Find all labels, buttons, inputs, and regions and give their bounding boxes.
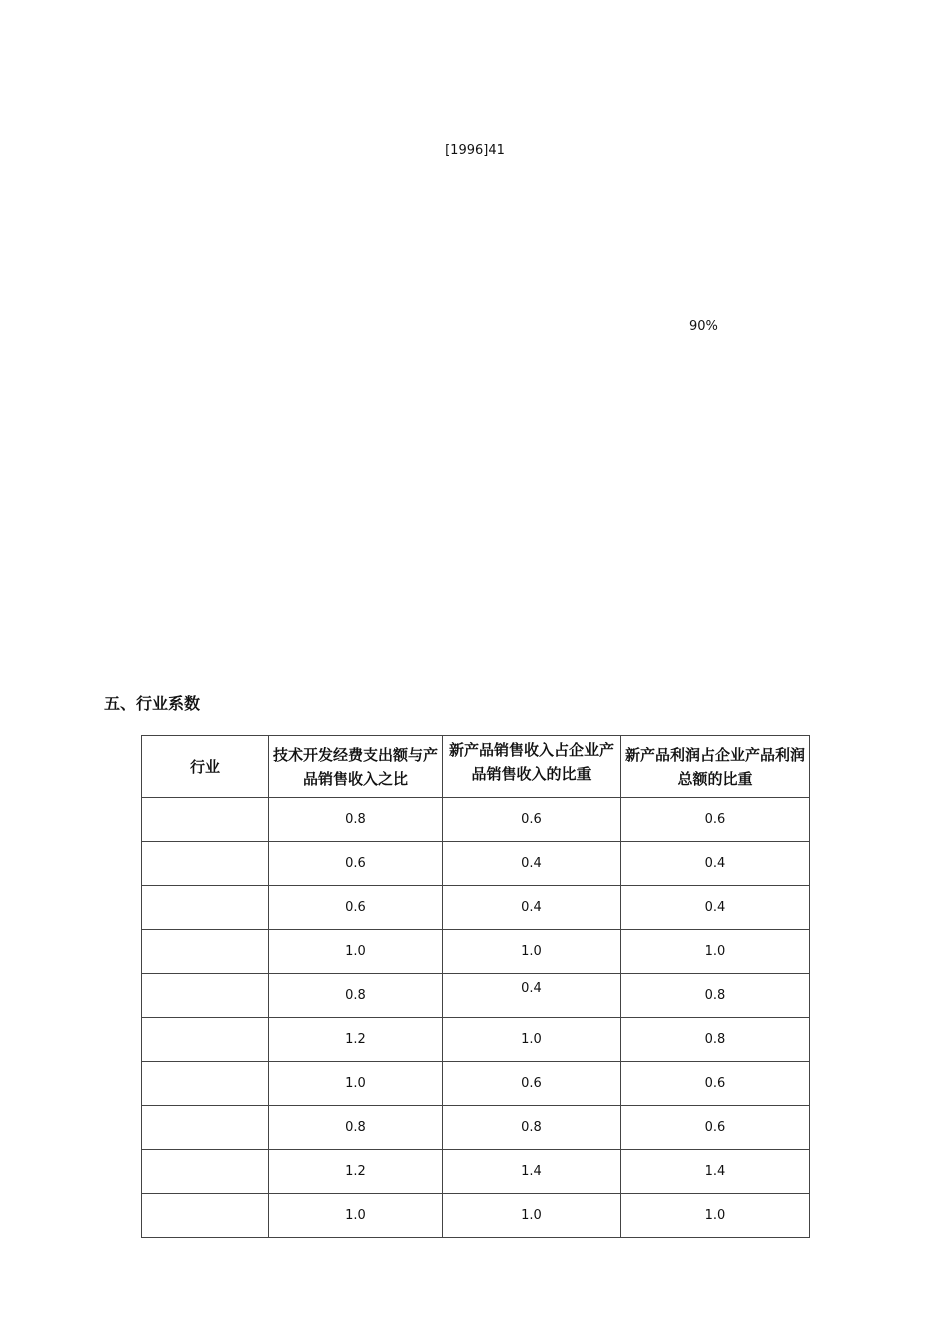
industry-cell: [142, 974, 269, 1018]
industry-cell: [142, 1194, 269, 1238]
table-row: [142, 1150, 810, 1194]
industry-cell: [142, 1150, 269, 1194]
rd-ratio-cell: 1.0: [269, 1194, 443, 1238]
profit-share-cell: 0.6: [621, 798, 810, 842]
header-rd-expense-ratio: 技术开发经费支出额与产品销售收入之比: [269, 736, 443, 798]
industry-cell: [142, 842, 269, 886]
profit-share-cell: 0.8: [621, 974, 810, 1018]
rd-ratio-cell: 0.8: [269, 1106, 443, 1150]
sales-share-cell: 1.0: [443, 1018, 621, 1062]
rd-ratio-cell: 0.8: [269, 798, 443, 842]
section-title: 五、行业系数: [104, 694, 201, 713]
sales-share-cell: 1.0: [443, 1194, 621, 1238]
sales-share-cell: [443, 974, 621, 1018]
rd-ratio-cell: 1.2: [269, 1150, 443, 1194]
table-header-row: [142, 736, 810, 798]
industry-cell: [142, 798, 269, 842]
table-row: [142, 1194, 810, 1238]
profit-share-cell: 1.4: [621, 1150, 810, 1194]
industry-cell: [142, 1018, 269, 1062]
industry-cell: [142, 930, 269, 974]
table-row: [142, 974, 810, 1018]
header-industry: 行业: [142, 736, 269, 798]
industry-cell: [142, 1106, 269, 1150]
table-row: [142, 842, 810, 886]
rd-ratio-cell: 1.0: [269, 1062, 443, 1106]
sales-share-value: 0.4: [521, 981, 542, 996]
rd-ratio-cell: 1.2: [269, 1018, 443, 1062]
industry-coefficient-table: [141, 735, 810, 1238]
document-reference: [1996]41: [445, 143, 505, 158]
profit-share-cell: 0.6: [621, 1062, 810, 1106]
table-row: [142, 1018, 810, 1062]
profit-share-cell: 0.4: [621, 886, 810, 930]
rd-ratio-cell: 1.0: [269, 930, 443, 974]
sales-share-cell: 1.0: [443, 930, 621, 974]
profit-share-cell: 0.6: [621, 1106, 810, 1150]
profit-share-cell: 0.8: [621, 1018, 810, 1062]
sales-share-cell: 0.6: [443, 1062, 621, 1106]
sales-share-cell: 0.4: [443, 842, 621, 886]
percentage-value: 90%: [689, 319, 718, 334]
rd-ratio-cell: 0.6: [269, 886, 443, 930]
sales-share-cell: 1.4: [443, 1150, 621, 1194]
table-row: [142, 930, 810, 974]
profit-share-cell: 1.0: [621, 930, 810, 974]
rd-ratio-cell: 0.8: [269, 974, 443, 1018]
header-new-product-profit-share: 新产品利润占企业产品利润总额的比重: [621, 736, 810, 798]
header-new-product-sales-share: 新产品销售收入占企业产品销售收入的比重: [443, 736, 621, 798]
table-row: [142, 798, 810, 842]
table-row: [142, 886, 810, 930]
rd-ratio-cell: 0.6: [269, 842, 443, 886]
profit-share-cell: 1.0: [621, 1194, 810, 1238]
table-row: [142, 1062, 810, 1106]
sales-share-cell: 0.8: [443, 1106, 621, 1150]
industry-cell: [142, 1062, 269, 1106]
profit-share-cell: 0.4: [621, 842, 810, 886]
table-row: [142, 1106, 810, 1150]
sales-share-cell: 0.6: [443, 798, 621, 842]
sales-share-cell: 0.4: [443, 886, 621, 930]
industry-cell: [142, 886, 269, 930]
